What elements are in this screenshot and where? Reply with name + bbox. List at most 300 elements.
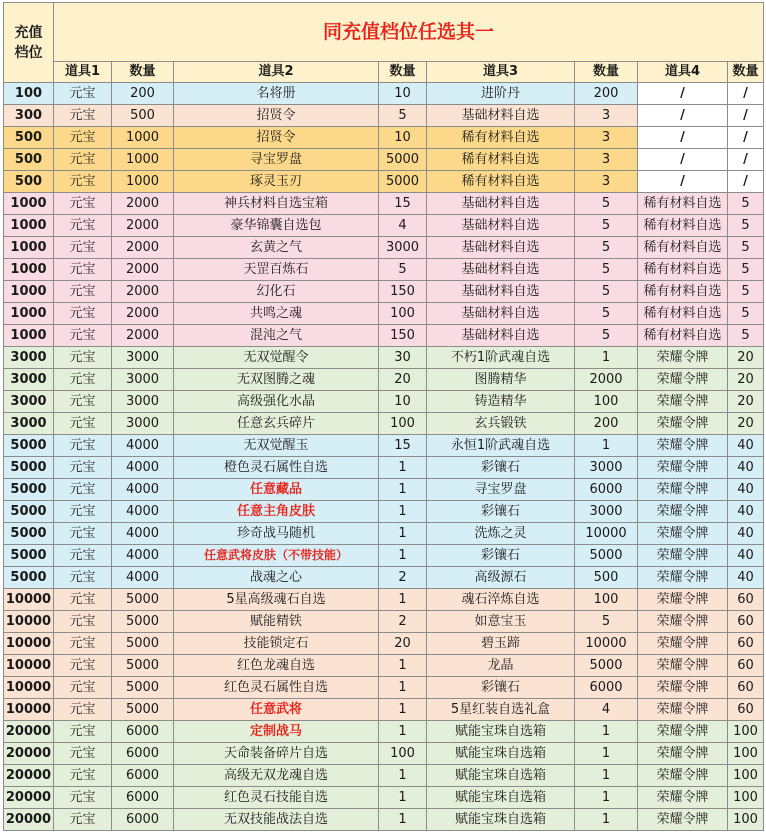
item1-cell: 元宝	[54, 347, 112, 369]
qty4-cell: /	[728, 105, 764, 127]
qty2-cell: 1	[379, 501, 427, 523]
qty1-cell: 3000	[112, 369, 174, 391]
qty4-cell: 40	[728, 523, 764, 545]
item3-cell: 彩镶石	[427, 545, 575, 567]
qty4-cell: 40	[728, 545, 764, 567]
item3-cell: 洗炼之灵	[427, 523, 575, 545]
tier-cell: 5000	[4, 479, 54, 501]
item2-cell: 红色灵石技能自选	[174, 787, 379, 809]
item4-cell: 荣耀令牌	[638, 545, 728, 567]
table-row	[4, 105, 764, 127]
item3-cell: 基础材料自选	[427, 215, 575, 237]
item4-cell: 荣耀令牌	[638, 809, 728, 831]
item1-cell: 元宝	[54, 171, 112, 193]
item1-cell: 元宝	[54, 721, 112, 743]
tier-cell: 1000	[4, 237, 54, 259]
item4-cell: 荣耀令牌	[638, 611, 728, 633]
table-row	[4, 479, 764, 501]
item3-cell: 彩镶石	[427, 677, 575, 699]
recharge-tier-sheet	[3, 2, 764, 831]
qty1-cell: 6000	[112, 721, 174, 743]
item3-cell: 赋能宝珠自选箱	[427, 809, 575, 831]
qty2-cell: 1	[379, 479, 427, 501]
tier-column-header	[4, 3, 54, 83]
qty3-cell: 3000	[575, 457, 638, 479]
item2-cell: 天罡百炼石	[174, 259, 379, 281]
item3-cell: 基础材料自选	[427, 193, 575, 215]
item1-cell: 元宝	[54, 743, 112, 765]
tier-cell: 20000	[4, 721, 54, 743]
qty2-cell: 2	[379, 567, 427, 589]
item1-cell: 元宝	[54, 457, 112, 479]
qty2-cell: 1	[379, 457, 427, 479]
table-row	[4, 281, 764, 303]
tier-header-label: 充值 档位	[14, 24, 43, 61]
qty2-cell: 5	[379, 259, 427, 281]
item2-cell: 寻宝罗盘	[174, 149, 379, 171]
qty1-cell: 2000	[112, 215, 174, 237]
qty2-cell: 150	[379, 281, 427, 303]
qty4-cell: /	[728, 149, 764, 171]
tier-cell: 1000	[4, 325, 54, 347]
table-row	[4, 303, 764, 325]
qty1-cell: 500	[112, 105, 174, 127]
table-row	[4, 567, 764, 589]
qty2-cell: 1	[379, 589, 427, 611]
item4-cell: 荣耀令牌	[638, 743, 728, 765]
item1-cell: 元宝	[54, 127, 112, 149]
item2-cell: 招贤令	[174, 127, 379, 149]
table-row	[4, 523, 764, 545]
table-row	[4, 589, 764, 611]
qty3-cell: 3	[575, 171, 638, 193]
qty4-cell: 20	[728, 413, 764, 435]
item2-cell: 无双图腾之魂	[174, 369, 379, 391]
item1-cell: 元宝	[54, 677, 112, 699]
table-row	[4, 149, 764, 171]
qty3-cell: 100	[575, 589, 638, 611]
qty3-cell: 1	[575, 809, 638, 831]
qty1-cell: 4000	[112, 457, 174, 479]
table-row	[4, 435, 764, 457]
qty1-cell: 4000	[112, 479, 174, 501]
item3-cell: 碧玉蹄	[427, 633, 575, 655]
item3-cell: 基础材料自选	[427, 325, 575, 347]
tier-cell: 10000	[4, 589, 54, 611]
qty1-cell: 1000	[112, 149, 174, 171]
tier-cell: 10000	[4, 677, 54, 699]
item4-cell: 荣耀令牌	[638, 413, 728, 435]
qty1-cell: 4000	[112, 545, 174, 567]
item1-cell: 元宝	[54, 237, 112, 259]
item3-cell: 5星红装自选礼盒	[427, 699, 575, 721]
item1-cell: 元宝	[54, 83, 112, 105]
column-header: 道具1	[54, 62, 112, 83]
qty3-cell: 2000	[575, 369, 638, 391]
qty2-cell: 1	[379, 787, 427, 809]
item4-cell: 荣耀令牌	[638, 391, 728, 413]
item2-cell: 无双觉醒令	[174, 347, 379, 369]
qty1-cell: 6000	[112, 809, 174, 831]
qty2-cell: 1	[379, 699, 427, 721]
item4-cell: 荣耀令牌	[638, 633, 728, 655]
table-row	[4, 127, 764, 149]
item2-cell: 任意武将皮肤（不带技能）	[174, 545, 379, 567]
qty3-cell: 5	[575, 303, 638, 325]
item2-cell: 珍奇战马随机	[174, 523, 379, 545]
tier-cell: 3000	[4, 391, 54, 413]
table-row	[4, 259, 764, 281]
item4-cell: 荣耀令牌	[638, 501, 728, 523]
qty2-cell: 1	[379, 721, 427, 743]
table-row	[4, 369, 764, 391]
table-row	[4, 325, 764, 347]
tier-cell: 20000	[4, 787, 54, 809]
table-row	[4, 787, 764, 809]
item2-cell: 混沌之气	[174, 325, 379, 347]
item3-cell: 玄兵锻铁	[427, 413, 575, 435]
table-row	[4, 765, 764, 787]
item2-cell: 橙色灵石属性自选	[174, 457, 379, 479]
tier-cell: 3000	[4, 413, 54, 435]
item1-cell: 元宝	[54, 523, 112, 545]
item4-cell: 荣耀令牌	[638, 589, 728, 611]
tier-cell: 5000	[4, 567, 54, 589]
qty4-cell: 5	[728, 259, 764, 281]
item3-cell: 龙晶	[427, 655, 575, 677]
qty1-cell: 200	[112, 83, 174, 105]
table-row	[4, 171, 764, 193]
qty4-cell: 100	[728, 787, 764, 809]
qty2-cell: 20	[379, 633, 427, 655]
column-header: 道具3	[427, 62, 575, 83]
tier-cell: 500	[4, 149, 54, 171]
qty3-cell: 1	[575, 765, 638, 787]
item3-cell: 如意宝玉	[427, 611, 575, 633]
item2-cell: 5星高级魂石自选	[174, 589, 379, 611]
item3-cell: 铸造精华	[427, 391, 575, 413]
item1-cell: 元宝	[54, 325, 112, 347]
item4-cell: 稀有材料自选	[638, 259, 728, 281]
qty1-cell: 1000	[112, 171, 174, 193]
table-row	[4, 237, 764, 259]
qty3-cell: 5	[575, 215, 638, 237]
reward-table	[3, 2, 764, 831]
table-row	[4, 655, 764, 677]
qty4-cell: 20	[728, 391, 764, 413]
item2-cell: 任意玄兵碎片	[174, 413, 379, 435]
tier-cell: 20000	[4, 743, 54, 765]
tier-cell: 5000	[4, 545, 54, 567]
qty4-cell: 5	[728, 193, 764, 215]
qty3-cell: 200	[575, 83, 638, 105]
qty3-cell: 1	[575, 743, 638, 765]
item4-cell: 荣耀令牌	[638, 523, 728, 545]
qty1-cell: 4000	[112, 567, 174, 589]
tier-cell: 5000	[4, 523, 54, 545]
item1-cell: 元宝	[54, 765, 112, 787]
table-row	[4, 721, 764, 743]
item1-cell: 元宝	[54, 633, 112, 655]
qty3-cell: 5	[575, 611, 638, 633]
table-row	[4, 457, 764, 479]
tier-cell: 1000	[4, 259, 54, 281]
item1-cell: 元宝	[54, 545, 112, 567]
item4-cell: 稀有材料自选	[638, 237, 728, 259]
item4-cell: 荣耀令牌	[638, 721, 728, 743]
item1-cell: 元宝	[54, 479, 112, 501]
table-row	[4, 545, 764, 567]
qty4-cell: 5	[728, 215, 764, 237]
item1-cell: 元宝	[54, 809, 112, 831]
qty3-cell: 5	[575, 281, 638, 303]
qty2-cell: 1	[379, 523, 427, 545]
qty3-cell: 10000	[575, 633, 638, 655]
qty1-cell: 6000	[112, 787, 174, 809]
qty3-cell: 6000	[575, 677, 638, 699]
tier-cell: 20000	[4, 809, 54, 831]
item1-cell: 元宝	[54, 215, 112, 237]
qty4-cell: 100	[728, 743, 764, 765]
qty3-cell: 200	[575, 413, 638, 435]
qty2-cell: 1	[379, 809, 427, 831]
qty4-cell: 60	[728, 589, 764, 611]
qty4-cell: /	[728, 127, 764, 149]
qty2-cell: 1	[379, 655, 427, 677]
qty3-cell: 4	[575, 699, 638, 721]
tier-cell: 1000	[4, 281, 54, 303]
item3-cell: 基础材料自选	[427, 259, 575, 281]
item3-cell: 赋能宝珠自选箱	[427, 721, 575, 743]
column-header: 道具4	[638, 62, 728, 83]
tier-cell: 5000	[4, 435, 54, 457]
qty1-cell: 5000	[112, 589, 174, 611]
title-row	[4, 3, 764, 62]
qty1-cell: 2000	[112, 237, 174, 259]
item2-cell: 无双觉醒玉	[174, 435, 379, 457]
table-row	[4, 677, 764, 699]
qty1-cell: 2000	[112, 325, 174, 347]
qty3-cell: 100	[575, 391, 638, 413]
qty4-cell: 60	[728, 633, 764, 655]
qty3-cell: 5	[575, 259, 638, 281]
item2-cell: 高级强化水晶	[174, 391, 379, 413]
qty2-cell: 1	[379, 545, 427, 567]
qty3-cell: 5	[575, 325, 638, 347]
item4-cell: 荣耀令牌	[638, 787, 728, 809]
item4-cell: /	[638, 149, 728, 171]
item2-cell: 玄黄之气	[174, 237, 379, 259]
item3-cell: 彩镶石	[427, 457, 575, 479]
item4-cell: /	[638, 171, 728, 193]
table-row	[4, 633, 764, 655]
qty4-cell: 5	[728, 237, 764, 259]
item1-cell: 元宝	[54, 413, 112, 435]
qty4-cell: 40	[728, 479, 764, 501]
table-row	[4, 413, 764, 435]
qty1-cell: 4000	[112, 523, 174, 545]
qty4-cell: 40	[728, 457, 764, 479]
tier-cell: 10000	[4, 655, 54, 677]
qty1-cell: 6000	[112, 765, 174, 787]
qty2-cell: 10	[379, 127, 427, 149]
item4-cell: 荣耀令牌	[638, 479, 728, 501]
item1-cell: 元宝	[54, 369, 112, 391]
qty2-cell: 4	[379, 215, 427, 237]
item3-cell: 不朽1阶武魂自选	[427, 347, 575, 369]
item2-cell: 琢灵玉刃	[174, 171, 379, 193]
qty4-cell: 40	[728, 435, 764, 457]
item3-cell: 稀有材料自选	[427, 127, 575, 149]
item1-cell: 元宝	[54, 589, 112, 611]
qty2-cell: 10	[379, 391, 427, 413]
item4-cell: /	[638, 83, 728, 105]
item2-cell: 无双技能战法自选	[174, 809, 379, 831]
qty3-cell: 5000	[575, 545, 638, 567]
table-body	[4, 83, 764, 831]
table-row	[4, 699, 764, 721]
qty3-cell: 5	[575, 237, 638, 259]
qty4-cell: /	[728, 171, 764, 193]
tier-cell: 500	[4, 171, 54, 193]
item4-cell: 荣耀令牌	[638, 765, 728, 787]
item1-cell: 元宝	[54, 567, 112, 589]
item2-cell: 高级无双龙魂自选	[174, 765, 379, 787]
qty2-cell: 5	[379, 105, 427, 127]
qty1-cell: 5000	[112, 611, 174, 633]
qty1-cell: 2000	[112, 259, 174, 281]
item3-cell: 稀有材料自选	[427, 149, 575, 171]
qty4-cell: 5	[728, 303, 764, 325]
qty3-cell: 3	[575, 105, 638, 127]
item4-cell: 稀有材料自选	[638, 303, 728, 325]
qty4-cell: 100	[728, 809, 764, 831]
qty1-cell: 3000	[112, 391, 174, 413]
qty3-cell: 500	[575, 567, 638, 589]
tier-cell: 100	[4, 83, 54, 105]
item3-cell: 稀有材料自选	[427, 171, 575, 193]
qty4-cell: 100	[728, 721, 764, 743]
qty2-cell: 2	[379, 611, 427, 633]
item1-cell: 元宝	[54, 281, 112, 303]
qty2-cell: 5000	[379, 149, 427, 171]
item1-cell: 元宝	[54, 193, 112, 215]
tier-cell: 300	[4, 105, 54, 127]
qty3-cell: 3	[575, 127, 638, 149]
table-row	[4, 809, 764, 831]
item2-cell: 技能锁定石	[174, 633, 379, 655]
qty2-cell: 1	[379, 765, 427, 787]
qty2-cell: 100	[379, 743, 427, 765]
item4-cell: 荣耀令牌	[638, 677, 728, 699]
item3-cell: 赋能宝珠自选箱	[427, 787, 575, 809]
qty1-cell: 5000	[112, 633, 174, 655]
item2-cell: 招贤令	[174, 105, 379, 127]
qty1-cell: 1000	[112, 127, 174, 149]
qty1-cell: 4000	[112, 435, 174, 457]
item2-cell: 豪华锦囊自选包	[174, 215, 379, 237]
qty3-cell: 6000	[575, 479, 638, 501]
column-header: 数量	[728, 62, 764, 83]
tier-cell: 3000	[4, 347, 54, 369]
table-row	[4, 501, 764, 523]
qty2-cell: 150	[379, 325, 427, 347]
qty4-cell: 100	[728, 765, 764, 787]
column-header: 道具2	[174, 62, 379, 83]
item1-cell: 元宝	[54, 105, 112, 127]
item3-cell: 基础材料自选	[427, 281, 575, 303]
table-row	[4, 611, 764, 633]
qty1-cell: 3000	[112, 347, 174, 369]
table-row	[4, 743, 764, 765]
item1-cell: 元宝	[54, 149, 112, 171]
qty2-cell: 100	[379, 303, 427, 325]
tier-cell: 1000	[4, 215, 54, 237]
qty4-cell: 60	[728, 655, 764, 677]
item2-cell: 任意武将	[174, 699, 379, 721]
item4-cell: 荣耀令牌	[638, 457, 728, 479]
item2-cell: 任意藏品	[174, 479, 379, 501]
qty1-cell: 5000	[112, 677, 174, 699]
item2-cell: 红色灵石属性自选	[174, 677, 379, 699]
item4-cell: 荣耀令牌	[638, 435, 728, 457]
column-header: 数量	[379, 62, 427, 83]
item4-cell: 荣耀令牌	[638, 369, 728, 391]
item1-cell: 元宝	[54, 655, 112, 677]
table-row	[4, 83, 764, 105]
qty1-cell: 4000	[112, 501, 174, 523]
qty4-cell: 5	[728, 281, 764, 303]
item1-cell: 元宝	[54, 435, 112, 457]
qty1-cell: 5000	[112, 655, 174, 677]
item1-cell: 元宝	[54, 611, 112, 633]
tier-cell: 10000	[4, 633, 54, 655]
item3-cell: 基础材料自选	[427, 105, 575, 127]
qty3-cell: 10000	[575, 523, 638, 545]
item4-cell: /	[638, 105, 728, 127]
item4-cell: 荣耀令牌	[638, 347, 728, 369]
qty4-cell: 60	[728, 611, 764, 633]
qty4-cell: 5	[728, 325, 764, 347]
item3-cell: 赋能宝珠自选箱	[427, 743, 575, 765]
qty4-cell: 60	[728, 699, 764, 721]
tier-cell: 500	[4, 127, 54, 149]
qty4-cell: 60	[728, 677, 764, 699]
item2-cell: 共鸣之魂	[174, 303, 379, 325]
item4-cell: 稀有材料自选	[638, 281, 728, 303]
qty2-cell: 30	[379, 347, 427, 369]
item3-cell: 彩镶石	[427, 501, 575, 523]
tier-cell: 1000	[4, 193, 54, 215]
item3-cell: 永恒1阶武魂自选	[427, 435, 575, 457]
qty4-cell: /	[728, 83, 764, 105]
tier-cell: 10000	[4, 611, 54, 633]
qty2-cell: 1	[379, 677, 427, 699]
qty3-cell: 3	[575, 149, 638, 171]
item2-cell: 战魂之心	[174, 567, 379, 589]
qty1-cell: 5000	[112, 699, 174, 721]
qty3-cell: 3000	[575, 501, 638, 523]
item1-cell: 元宝	[54, 699, 112, 721]
item3-cell: 赋能宝珠自选箱	[427, 765, 575, 787]
item3-cell: 基础材料自选	[427, 237, 575, 259]
qty3-cell: 5	[575, 193, 638, 215]
table-row	[4, 347, 764, 369]
qty3-cell: 1	[575, 435, 638, 457]
item2-cell: 赋能精铁	[174, 611, 379, 633]
item3-cell: 进阶丹	[427, 83, 575, 105]
item1-cell: 元宝	[54, 501, 112, 523]
